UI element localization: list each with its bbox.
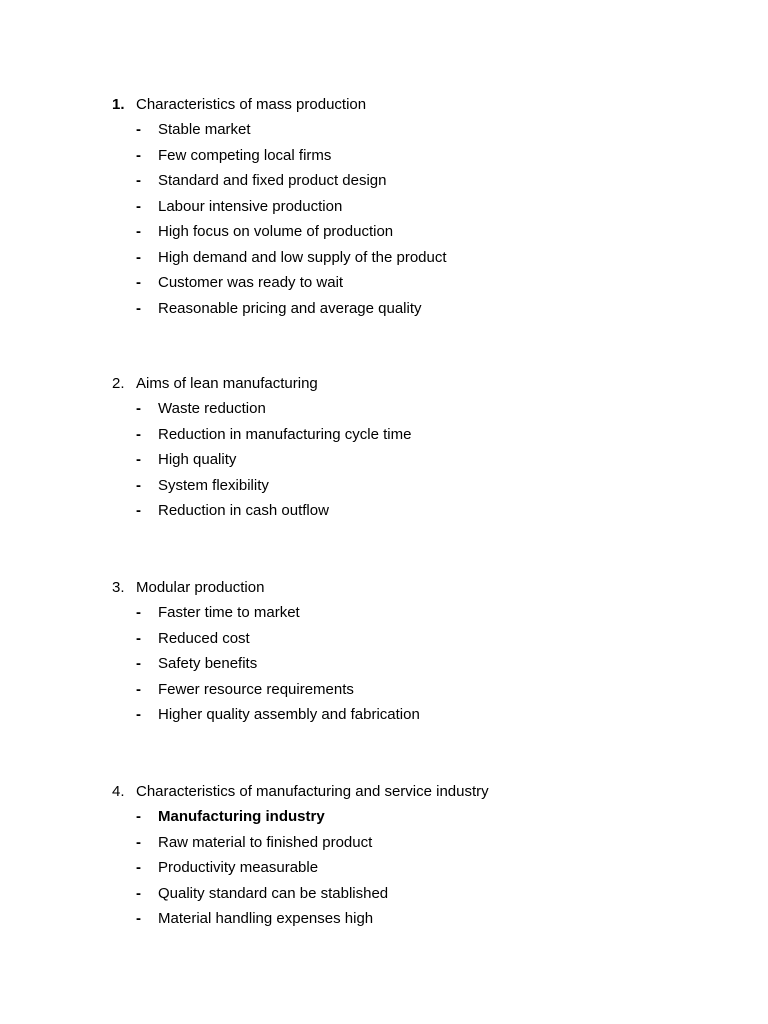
list-item xyxy=(112,651,732,677)
list-item xyxy=(112,270,732,296)
dash-marker: - xyxy=(136,680,141,698)
list-item xyxy=(112,881,732,907)
dash-marker: - xyxy=(136,299,141,317)
list-item xyxy=(112,473,732,499)
dash-marker: - xyxy=(136,425,141,443)
section-2 xyxy=(112,371,732,524)
list-item xyxy=(112,447,732,473)
list-item-text: Reduced cost xyxy=(158,629,250,647)
list-item xyxy=(112,194,732,220)
list-item-text: Higher quality assembly and fabrication xyxy=(158,706,420,723)
dash-marker: - xyxy=(136,248,141,266)
bullet-list xyxy=(112,396,732,524)
list-item xyxy=(112,830,732,856)
list-item-text: High quality xyxy=(158,451,237,468)
dash-marker: - xyxy=(136,859,141,876)
list-item xyxy=(112,219,732,245)
dash-marker: - xyxy=(136,400,141,417)
section-1 xyxy=(112,92,732,321)
list-item-text: Reduction in manufacturing cycle time xyxy=(158,425,412,443)
list-item-text: Reasonable pricing and average quality xyxy=(158,299,422,317)
list-item xyxy=(112,245,732,271)
section-heading xyxy=(112,371,732,396)
dash-marker: - xyxy=(136,706,141,723)
list-item-text: Fewer resource requirements xyxy=(158,680,354,698)
list-item xyxy=(112,804,732,830)
section-number: 2. xyxy=(112,375,125,392)
dash-marker: - xyxy=(136,121,141,138)
dash-marker: - xyxy=(136,451,141,468)
list-item xyxy=(112,396,732,422)
list-item-text: Faster time to market xyxy=(158,604,300,621)
list-item xyxy=(112,600,732,626)
list-item-text: Quality standard can be stablished xyxy=(158,884,389,902)
list-item-text: Safety benefits xyxy=(158,655,258,672)
list-item-text: Productivity measurable xyxy=(158,859,319,876)
list-item-text: Raw material to finished product xyxy=(158,833,373,851)
list-item-text: Material handling expenses high xyxy=(158,910,374,927)
dash-marker: - xyxy=(136,884,141,902)
dash-marker: - xyxy=(136,223,141,240)
section-title: Characteristics of mass production xyxy=(136,96,367,113)
dash-marker: - xyxy=(136,476,141,494)
section-heading xyxy=(112,779,732,804)
list-item xyxy=(112,677,732,703)
bullet-list xyxy=(112,117,732,321)
dash-marker: - xyxy=(136,146,141,164)
list-item-text: Manufacturing industry xyxy=(158,808,325,825)
list-item-text: Waste reduction xyxy=(158,400,266,417)
list-item-text: Standard and fixed product design xyxy=(158,172,387,189)
section-3 xyxy=(112,575,732,728)
section-4 xyxy=(112,779,732,932)
bullet-list xyxy=(112,804,732,932)
list-item-text: High focus on volume of production xyxy=(158,223,394,240)
section-number: 1. xyxy=(112,96,125,113)
list-item-text: Few competing local firms xyxy=(158,146,332,164)
list-item-text: High demand and low supply of the product xyxy=(158,248,447,266)
dash-marker: - xyxy=(136,629,141,647)
list-item xyxy=(112,855,732,881)
dash-marker: - xyxy=(136,172,141,189)
list-item-text: System flexibility xyxy=(158,476,269,494)
list-item xyxy=(112,296,732,322)
section-heading xyxy=(112,92,732,117)
list-item xyxy=(112,168,732,194)
dash-marker: - xyxy=(136,197,141,215)
dash-marker: - xyxy=(136,502,141,519)
section-title: Characteristics of manufacturing and service industry xyxy=(136,783,489,800)
dash-marker: - xyxy=(136,604,141,621)
dash-marker: - xyxy=(136,833,141,851)
list-item-text: Reduction in cash outflow xyxy=(158,502,329,519)
list-item xyxy=(112,626,732,652)
bullet-list xyxy=(112,600,732,728)
section-number: 4. xyxy=(112,783,125,800)
section-title: Aims of lean manufacturing xyxy=(136,375,318,392)
dash-marker: - xyxy=(136,910,141,927)
list-item-text: Customer was ready to wait xyxy=(158,274,344,291)
dash-marker: - xyxy=(136,808,141,825)
dash-marker: - xyxy=(136,655,141,672)
section-number: 3. xyxy=(112,579,125,596)
list-item-text: Labour intensive production xyxy=(158,197,343,215)
list-item xyxy=(112,117,732,143)
list-item xyxy=(112,906,732,932)
section-heading xyxy=(112,575,732,600)
list-item xyxy=(112,143,732,169)
list-item xyxy=(112,422,732,448)
list-item xyxy=(112,498,732,524)
list-item xyxy=(112,702,732,728)
dash-marker: - xyxy=(136,274,141,291)
list-item-text: Stable market xyxy=(158,121,251,138)
section-title: Modular production xyxy=(136,579,265,596)
